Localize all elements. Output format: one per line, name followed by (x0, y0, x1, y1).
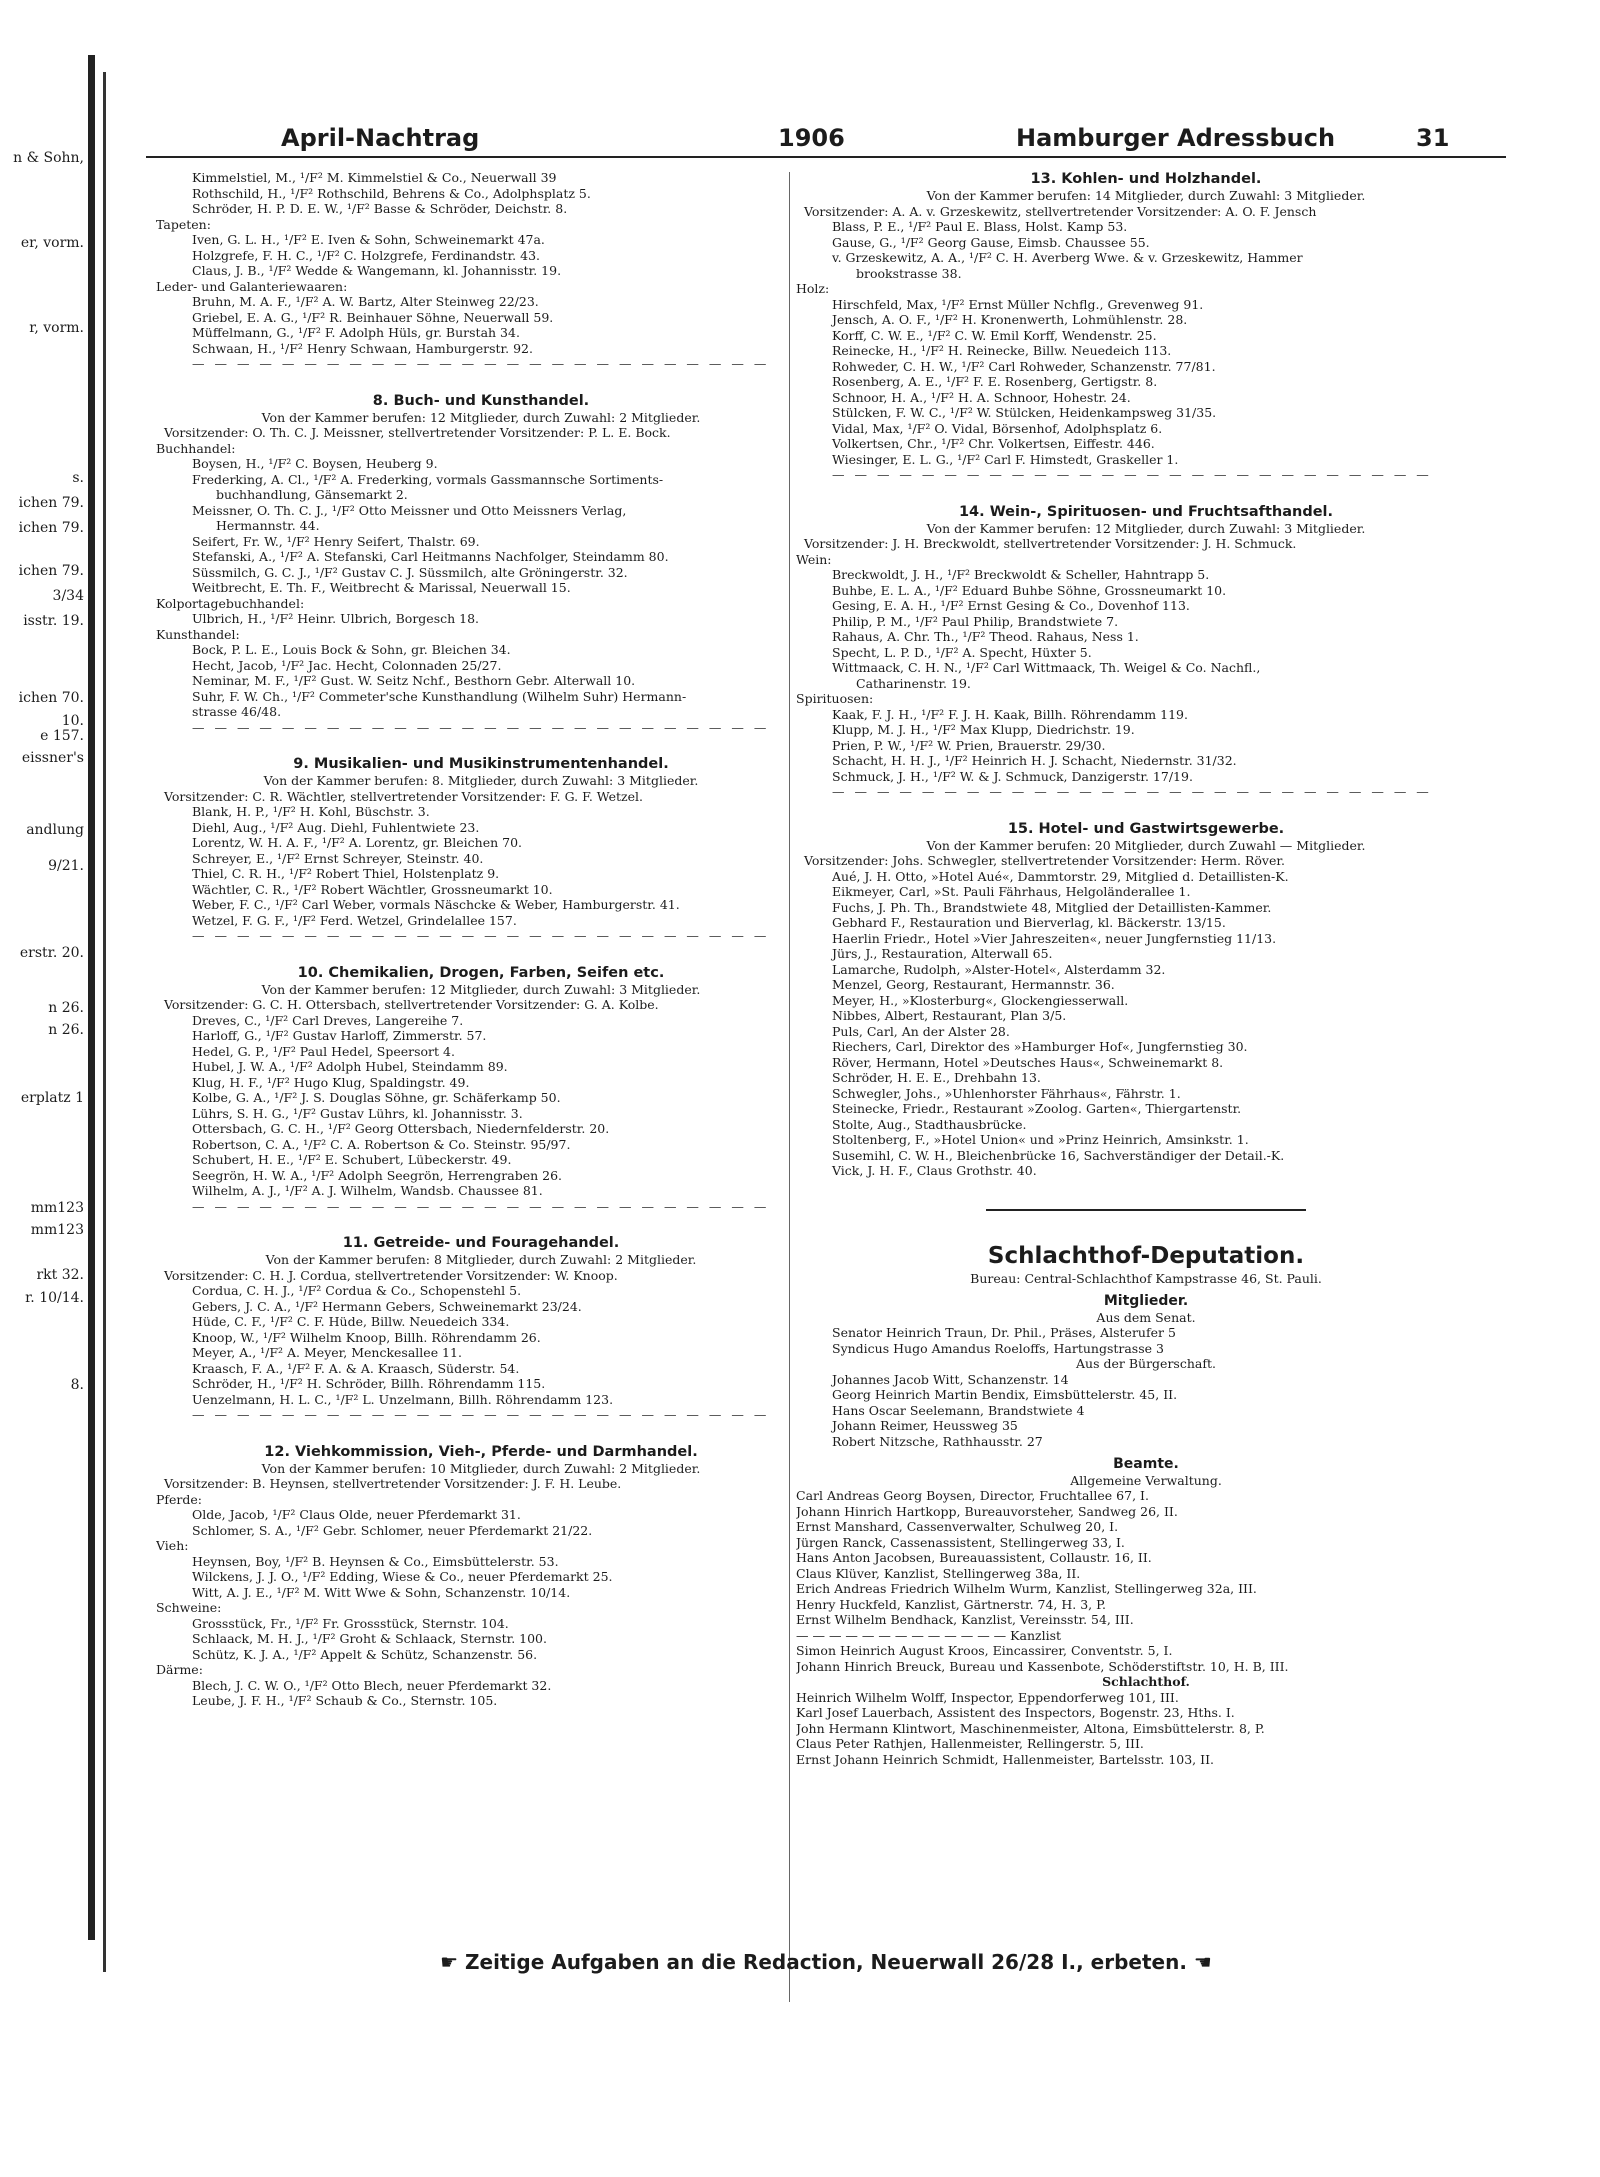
document-page (103, 72, 1563, 1972)
dash-separator: — — — — — — — — — — — — — — — — — — — — — — — — — — — (832, 467, 1432, 482)
entry-line: Rosenberg, A. E., ¹/F² F. E. Rosenberg, Gertigstr. 8. (832, 374, 1158, 389)
entry-line: Vick, J. H. F., Claus Grothstr. 40. (832, 1163, 1037, 1178)
header-section: April-Nachtrag (281, 124, 480, 152)
section-heading: 12. Viehkommission, Vieh-, Pferde- und Darmhandel. (264, 1443, 698, 1460)
entry-line: Schröder, H., ¹/F² H. Schröder, Billh. Röhrendamm 115. (192, 1376, 546, 1391)
entry-line: Dreves, C., ¹/F² Carl Dreves, Langereihe 7. (192, 1012, 464, 1028)
entry-line: Stefanski, A., ¹/F² A. Stefanski, Carl Heitmanns Nachfolger, Steindamm 80. (192, 549, 669, 564)
adjacent-page-fragment: rkt 32. (36, 1267, 84, 1283)
entry-line: Specht, L. P. D., ¹/F² A. Specht, Hüxter 5. (832, 644, 1092, 660)
adjacent-page-fragment: mm123 (30, 1200, 84, 1216)
entry-line: Diehl, Aug., ¹/F² Aug. Diehl, Fuhlentwiete 23. (192, 819, 480, 835)
slaughter-heading: Schlachthof. (1102, 1674, 1190, 1689)
roster-line: Johann Hinrich Hartkopp, Bureauvorsteher, Sandweg 26, II. (796, 1503, 1178, 1519)
entry-line: Griebel, E. A. G., ¹/F² R. Beinhauer Söhne, Neuerwall 59. (192, 309, 554, 325)
entry-line: Gesing, E. A. H., ¹/F² Ernst Gesing & Co., Dovenhof 113. (832, 598, 1190, 613)
entry-line: Rohweder, C. H. W., ¹/F² Carl Rohweder, Schanzenstr. 77/81. (832, 358, 1216, 374)
entry-line: Wilckens, J. J. O., ¹/F² Edding, Wiese & Co., neuer Pferdemarkt 25. (192, 1569, 613, 1584)
entry-line: Susemihl, C. W. H., Bleichenbrücke 16, Sachverständiger der Detail.-K. (832, 1147, 1285, 1163)
section-intro: Von der Kammer berufen: 20 Mitglieder, durch Zuwahl — Mitglieder. (926, 837, 1366, 853)
subsection-label: Kolportagebuchhandel: (156, 595, 305, 611)
entry-line: Hermannstr. 44. (216, 518, 320, 533)
entry-line: Jensch, A. O. F., ¹/F² H. Kronenwerth, Lohmühlenstr. 28. (832, 312, 1188, 327)
citizens-heading: Aus der Bürgerschaft. (1076, 1356, 1216, 1371)
entry-line: Breckwoldt, J. H., ¹/F² Breckwoldt & Scheller, Hahntrapp 5. (832, 567, 1210, 582)
entry-line: Neminar, M. F., ¹/F² Gust. W. Seitz Nchf., Besthorn Gebr. Alterwall 10. (192, 673, 636, 688)
admin-list (796, 1488, 1496, 1674)
adjacent-page-fragment: er, vorm. (20, 235, 84, 251)
entry-line: Meyer, A., ¹/F² A. Meyer, Menckesallee 11. (192, 1345, 462, 1360)
entry-line: Schacht, H. H. J., ¹/F² Heinrich H. J. Schacht, Niedernstr. 31/32. (832, 753, 1237, 768)
adjacent-page-fragment: 10. (61, 713, 84, 729)
page-footer: ☛ Zeitige Aufgaben an die Redaction, Neuerwall 26/28 I., erbeten. ☚ (440, 1950, 1212, 1974)
adjacent-page-fragment: ichen 70. (18, 690, 84, 706)
subsection-label: Pferde: (156, 1491, 203, 1507)
subsection-label: Wein: (796, 551, 832, 567)
roster-line: Ernst Johann Heinrich Schmidt, Hallenmeister, Bartelsstr. 103, II. (796, 1751, 1214, 1767)
entry-line: Korff, C. W. E., ¹/F² C. W. Emil Korff, Wendenstr. 25. (832, 327, 1157, 343)
entry-line: Wiesinger, E. L. G., ¹/F² Carl F. Himstedt, Graskeller 1. (832, 451, 1179, 467)
entry-line: Thiel, C. R. H., ¹/F² Robert Thiel, Holstenplatz 9. (192, 866, 500, 881)
deputation-bureau: Bureau: Central-Schlachthof Kampstrasse 46, St. Pauli. (970, 1270, 1322, 1286)
section-intro: Von der Kammer berufen: 12 Mitglieder, durch Zuwahl: 2 Mitglieder. (261, 409, 701, 425)
senate-heading: Aus dem Senat. (1096, 1309, 1196, 1325)
section-chair: Vorsitzender: J. H. Breckwoldt, stellvertretender Vorsitzender: J. H. Schmuck. (804, 536, 1297, 551)
entry-line: Philip, P. M., ¹/F² Paul Philip, Brandstwiete 7. (832, 613, 1119, 629)
entry-line: Menzel, Georg, Restaurant, Hermannstr. 36. (832, 977, 1115, 992)
roster-line: Hans Oscar Seelemann, Brandstwiete 4 (832, 1402, 1085, 1418)
entry-line: Kraasch, F. A., ¹/F² F. A. & A. Kraasch, Süderstr. 54. (192, 1360, 520, 1376)
entry-line: Bruhn, M. A. F., ¹/F² A. W. Bartz, Alter Steinweg 22/23. (192, 294, 539, 309)
roster-line: Hans Anton Jacobsen, Bureauassistent, Collaustr. 16, II. (796, 1550, 1152, 1565)
entry-line: Rahaus, A. Chr. Th., ¹/F² Theod. Rahaus, Ness 1. (832, 629, 1139, 644)
subsection-label: Kunsthandel: (156, 626, 240, 642)
entry-line: Fuchs, J. Ph. Th., Brandstwiete 48, Mitglied der Detaillisten-Kammer. (832, 899, 1272, 915)
entry-line: Stolte, Aug., Stadthausbrücke. (832, 1116, 1027, 1132)
roster-line: Johannes Jacob Witt, Schanzenstr. 14 (832, 1371, 1069, 1387)
section-chair: Vorsitzender: C. H. J. Cordua, stellvertretender Vorsitzender: W. Knoop. (164, 1267, 618, 1283)
entry-line: Witt, A. J. E., ¹/F² M. Witt Wwe & Sohn, Schanzenstr. 10/14. (192, 1584, 571, 1600)
entry-line: Robertson, C. A., ¹/F² C. A. Robertson & Co. Steinstr. 95/97. (192, 1136, 571, 1152)
entry-line: Uenzelmann, H. L. C., ¹/F² L. Unzelmann, Billh. Röhrendamm 123. (192, 1391, 614, 1407)
adjacent-page-strip (0, 55, 95, 1940)
entry-line: Klupp, M. J. H., ¹/F² Max Klupp, Diedrichstr. 19. (832, 722, 1135, 737)
entry-line: Weber, F. C., ¹/F² Carl Weber, vormals Näschcke & Weber, Hamburgerstr. 41. (192, 897, 680, 912)
entry-line: Kolbe, G. A., ¹/F² J. S. Douglas Söhne, gr. Schäferkamp 50. (192, 1090, 561, 1105)
entry-line: Frederking, A. Cl., ¹/F² A. Frederking, vormals Gassmannsche Sortiments- (192, 471, 664, 487)
entry-line: Lorentz, W. H. A. F., ¹/F² A. Lorentz, gr. Bleichen 70. (192, 835, 523, 850)
adjacent-page-fragment: mm123 (30, 1222, 84, 1238)
adjacent-page-fragment: 8. (70, 1377, 84, 1393)
adjacent-page-fragment: ichen 79. (18, 520, 84, 536)
entry-line: Kaak, F. J. H., ¹/F² F. J. H. Kaak, Billh. Röhrendamm 119. (832, 706, 1188, 722)
section-heading: 10. Chemikalien, Drogen, Farben, Seifen etc. (297, 964, 665, 981)
section-chair: Vorsitzender: G. C. H. Ottersbach, stellvertretender Vorsitzender: G. A. Kolbe. (164, 997, 659, 1012)
entry-line: Wetzel, F. G. F., ¹/F² Ferd. Wetzel, Grindelallee 157. (192, 912, 517, 928)
dash-separator: — — — — — — — — — — — — — — — — — — — — — — — — — — (192, 1198, 770, 1214)
section-intro: Von der Kammer berufen: 14 Mitglieder, durch Zuwahl: 3 Mitglieder. (926, 188, 1366, 203)
entry-line: Vidal, Max, ¹/F² O. Vidal, Börsenhof, Adolphsplatz 6. (832, 420, 1163, 436)
subsection-label: Buchhandel: (156, 440, 236, 456)
entry-line: Wittmaack, C. H. N., ¹/F² Carl Wittmaack, Th. Weigel & Co. Nachfl., (832, 660, 1261, 675)
section-heading: 9. Musikalien- und Musikinstrumentenhandel. (293, 756, 669, 772)
roster-line: Syndicus Hugo Amandus Roeloffs, Hartungstrasse 3 (832, 1340, 1164, 1356)
binding-shadow (88, 55, 95, 1940)
entry-line: Schlomer, S. A., ¹/F² Gebr. Schlomer, neuer Pferdemarkt 21/22. (192, 1522, 593, 1538)
roster-line: Johann Hinrich Breuck, Bureau und Kassenbote, Schöderstiftstr. 10, H. B, III. (796, 1658, 1289, 1674)
section-chair: Vorsitzender: Johs. Schwegler, stellvertretender Vorsitzender: Herm. Röver. (804, 853, 1285, 868)
entry-line: Schreyer, E., ¹/F² Ernst Schreyer, Steinstr. 40. (192, 850, 484, 866)
adjacent-page-fragment: ichen 79. (18, 495, 84, 511)
roster-line: Ernst Wilhelm Bendhack, Kanzlist, Vereinsstr. 54, III. (796, 1612, 1134, 1627)
members-heading: Mitglieder. (1103, 1293, 1189, 1309)
section-intro: Von der Kammer berufen: 12 Mitglieder, durch Zuwahl: 3 Mitglieder. (926, 520, 1366, 536)
entry-line: Suhr, F. W. Ch., ¹/F² Commeter'sche Kunsthandlung (Wilhelm Suhr) Hermann- (192, 688, 687, 704)
entry-line: Blank, H. P., ¹/F² H. Kohl, Büschstr. 3. (192, 804, 430, 819)
entry-line: Kimmelstiel, M., ¹/F² M. Kimmelstiel & Co., Neuerwall 39 (192, 170, 557, 185)
entry-line: Hirschfeld, Max, ¹/F² Ernst Müller Nchflg., Grevenweg 91. (832, 296, 1204, 312)
entry-line: Süssmilch, G. C. J., ¹/F² Gustav C. J. Süssmilch, alte Gröningerstr. 32. (192, 564, 628, 580)
entry-line: Grossstück, Fr., ¹/F² Fr. Grossstück, Sternstr. 104. (192, 1615, 509, 1631)
entry-line: Klug, H. F., ¹/F² Hugo Klug, Spaldingstr. 49. (192, 1074, 470, 1090)
adjacent-page-fragment: e 157. (40, 728, 84, 744)
roster-line: Simon Heinrich August Kroos, Eincassirer, Conventstr. 5, I. (796, 1643, 1173, 1658)
header-year: 1906 (778, 124, 845, 152)
entry-line: Bock, P. L. E., Louis Bock & Sohn, gr. Bleichen 34. (192, 642, 511, 657)
roster-line: Robert Nitzsche, Rathhausstr. 27 (832, 1433, 1043, 1449)
entry-line: Catharinenstr. 19. (856, 675, 971, 691)
entry-line: Buhbe, E. L. A., ¹/F² Eduard Buhbe Söhne, Grossneumarkt 10. (832, 582, 1227, 598)
entry-line: Olde, Jacob, ¹/F² Claus Olde, neuer Pferdemarkt 31. (192, 1507, 521, 1522)
entry-line: Boysen, H., ¹/F² C. Boysen, Heuberg 9. (192, 456, 438, 471)
dash-separator: — — — — — — — — — — — — — — — — — — — — — — — — — — (192, 1407, 770, 1422)
entry-line: Schröder, H. E. E., Drehbahn 13. (832, 1070, 1041, 1085)
roster-line: Claus Klüver, Kanzlist, Stellingerweg 38a, II. (796, 1565, 1081, 1581)
entry-line: Wächtler, C. R., ¹/F² Robert Wächtler, Grossneumarkt 10. (192, 881, 553, 897)
adjacent-page-fragment: erplatz 1 (20, 1090, 84, 1106)
roster-line: Henry Huckfeld, Kanzlist, Gärtnerstr. 74, H. 3, P. (796, 1596, 1106, 1612)
entry-line: Heynsen, Boy, ¹/F² B. Heynsen & Co., Eimsbüttelerstr. 53. (192, 1553, 559, 1569)
subsection-label: Leder- und Galanteriewaaren: (156, 278, 348, 294)
entry-line: Puls, Carl, An der Alster 28. (832, 1023, 1010, 1039)
adjacent-page-fragment: isstr. 19. (23, 613, 84, 629)
subsection-label: Vieh: (156, 1538, 189, 1553)
entry-line: Hedel, G. P., ¹/F² Paul Hedel, Speersort 4. (192, 1043, 455, 1059)
entry-line: Blech, J. C. W. O., ¹/F² Otto Blech, neuer Pferdemarkt 32. (192, 1677, 552, 1693)
entry-line: Rothschild, H., ¹/F² Rothschild, Behrens & Co., Adolphsplatz 5. (192, 185, 591, 201)
adjacent-page-fragment: n & Sohn, (13, 150, 84, 166)
entry-line: Jürs, J., Restauration, Alterwall 65. (832, 946, 1053, 961)
right-column (796, 170, 1496, 1767)
entry-line: Schnoor, H. A., ¹/F² H. A. Schnoor, Hohestr. 24. (832, 389, 1131, 405)
entry-line: Reinecke, H., ¹/F² H. Reinecke, Billw. Neuedeich 113. (832, 343, 1172, 358)
entry-line: strasse 46/48. (192, 704, 282, 719)
entry-line: Aué, J. H. Otto, »Hotel Aué«, Dammtorstr. 29, Mitglied d. Detaillisten-K. (832, 868, 1289, 884)
left-column (156, 170, 806, 1709)
section-chair: Vorsitzender: C. R. Wächtler, stellvertretender Vorsitzender: F. G. F. Wetzel. (164, 788, 643, 804)
dash-separator: — — — — — — — — — — — — — — — — — — — — — — — — — — — (832, 784, 1432, 799)
subsection-label: Därme: (156, 1662, 203, 1677)
roster-line: Jürgen Ranck, Cassenassistent, Stellingerweg 33, I. (796, 1534, 1125, 1550)
subsection-label: Schweine: (156, 1600, 222, 1615)
entry-line: Lührs, S. H. G., ¹/F² Gustav Lührs, kl. Johannisstr. 3. (192, 1105, 523, 1121)
page-number: 31 (1416, 124, 1450, 152)
entry-line: Harloff, G., ¹/F² Gustav Harloff, Zimmerstr. 57. (192, 1028, 487, 1043)
entry-line: Müffelmann, G., ¹/F² F. Adolph Hüls, gr. Burstah 34. (192, 325, 520, 340)
entry-line: Ulbrich, H., ¹/F² Heinr. Ulbrich, Borgesch 18. (192, 611, 480, 626)
entry-line: Haerlin Friedr., Hotel »Vier Jahreszeiten«, neuer Jungfernstieg 11/13. (832, 930, 1277, 946)
entry-line: Eikmeyer, Carl, »St. Pauli Fährhaus, Helgoländerallee 1. (832, 884, 1191, 899)
deputation-title: Schlachthof-Deputation. (987, 1242, 1305, 1269)
entry-line: Schütz, K. J. A., ¹/F² Appelt & Schütz, Schanzenstr. 56. (192, 1646, 538, 1662)
roster-line: Heinrich Wilhelm Wolff, Inspector, Eppendorferweg 101, III. (796, 1689, 1179, 1705)
entry-line: brookstrasse 38. (856, 265, 962, 281)
section-heading: 11. Getreide- und Fouragehandel. (342, 1235, 620, 1251)
roster-line: Georg Heinrich Martin Bendix, Eimsbüttelerstr. 45, II. (832, 1387, 1178, 1402)
roster-line: Senator Heinrich Traun, Dr. Phil., Präses, Alsterufer 5 (832, 1325, 1176, 1340)
roster-line: Johann Reimer, Heussweg 35 (832, 1418, 1018, 1433)
page-header (146, 120, 1506, 158)
section-intro: Von der Kammer berufen: 8. Mitglieder, durch Zuwahl: 3 Mitglieder. (263, 773, 699, 788)
roster-line: — — — — — — — — — — — — — Kanzlist (796, 1627, 1062, 1643)
entry-line: Schröder, H. P. D. E. W., ¹/F² Basse & Schröder, Deichstr. 8. (192, 201, 568, 216)
entry-line: Holzgrefe, F. H. C., ¹/F² C. Holzgrefe, Ferdinandstr. 43. (192, 247, 540, 263)
entry-line: Gause, G., ¹/F² Georg Gause, Eimsb. Chaussee 55. (832, 234, 1150, 250)
entry-line: Stoltenberg, F., »Hotel Union« und »Prinz Heinrich, Amsinkstr. 1. (832, 1132, 1249, 1147)
roster-line: Karl Josef Lauerbach, Assistent des Inspectors, Bogenstr. 23, Hths. I. (796, 1705, 1235, 1720)
entry-line: Riechers, Carl, Direktor des »Hamburger Hof«, Jungfernstieg 30. (832, 1039, 1248, 1054)
admin-heading: Allgemeine Verwaltung. (1070, 1472, 1222, 1488)
section-intro: Von der Kammer berufen: 8 Mitglieder, durch Zuwahl: 2 Mitglieder. (265, 1252, 697, 1267)
roster-line: Erich Andreas Friedrich Wilhelm Wurm, Kanzlist, Stellingerweg 32a, III. (796, 1581, 1257, 1596)
entry-line: Schmuck, J. H., ¹/F² W. & J. Schmuck, Danzigerstr. 17/19. (832, 768, 1193, 784)
entry-line: Blass, P. E., ¹/F² Paul E. Blass, Holst. Kamp 53. (832, 219, 1128, 234)
entry-line: v. Grzeskewitz, A. A., ¹/F² C. H. Averberg Wwe. & v. Grzeskewitz, Hammer (832, 250, 1303, 265)
header-title: Hamburger Adressbuch (1016, 124, 1336, 152)
adjacent-page-fragment: eissner's (21, 750, 84, 766)
adjacent-page-fragment: erstr. 20. (19, 945, 84, 961)
section-heading: 8. Buch- und Kunsthandel. (372, 392, 590, 409)
entry-line: Ottersbach, G. C. H., ¹/F² Georg Ottersbach, Niedernfelderstr. 20. (192, 1121, 610, 1136)
entry-line: Schwaan, H., ¹/F² Henry Schwaan, Hamburgerstr. 92. (192, 340, 533, 356)
section-heading: 14. Wein-, Spirituosen- und Fruchtsafthandel. (958, 503, 1334, 520)
subsection-label: Holz: (796, 281, 830, 296)
entry-line: Schlaack, M. H. J., ¹/F² Groht & Schlaack, Sternstr. 100. (192, 1631, 547, 1646)
adjacent-page-fragment: n 26. (48, 1000, 84, 1016)
entry-line: Meissner, O. Th. C. J., ¹/F² Otto Meissner und Otto Meissners Verlag, (192, 502, 627, 518)
adjacent-page-fragment: n 26. (48, 1022, 84, 1038)
entry-line: Claus, J. B., ¹/F² Wedde & Wangemann, kl. Johannisstr. 19. (192, 263, 562, 278)
adjacent-page-fragment: r. 10/14. (25, 1290, 84, 1306)
entry-line: Schwegler, Johs., »Uhlenhorster Fährhaus«, Fährstr. 1. (832, 1085, 1181, 1101)
subsection-label: Tapeten: (156, 216, 211, 232)
entry-line: Gebers, J. C. A., ¹/F² Hermann Gebers, Schweinemarkt 23/24. (192, 1298, 582, 1314)
entry-line: buchhandlung, Gänsemarkt 2. (216, 487, 408, 502)
entry-line: Gebhard F., Restauration und Bierverlag, kl. Bäckerstr. 13/15. (832, 915, 1226, 930)
roster-line: Claus Peter Rathjen, Hallenmeister, Rellingerstr. 5, III. (796, 1736, 1144, 1751)
slaughter-list (796, 1690, 1496, 1768)
entry-line: Nibbes, Albert, Restaurant, Plan 3/5. (832, 1008, 1067, 1023)
section-intro: Von der Kammer berufen: 12 Mitglieder, durch Zuwahl: 3 Mitglieder. (261, 981, 701, 997)
officials-heading: Beamte. (1113, 1456, 1179, 1472)
entry-line: Steinecke, Friedr., Restaurant »Zoolog. Garten«, Thiergartenstr. (832, 1101, 1242, 1116)
section-heading: 13. Kohlen- und Holzhandel. (1030, 171, 1262, 187)
roster-line: Carl Andreas Georg Boysen, Director, Fruchtallee 67, I. (796, 1488, 1149, 1503)
roster-line: John Hermann Klintwort, Maschinenmeister, Altona, Eimsbüttelerstr. 8, P. (796, 1720, 1265, 1736)
entry-line: Cordua, C. H. J., ¹/F² Cordua & Co., Schopenstehl 5. (192, 1283, 522, 1298)
entry-line: Volkertsen, Chr., ¹/F² Chr. Volkertsen, Eiffestr. 446. (832, 436, 1155, 451)
entry-line: Röver, Hermann, Hotel »Deutsches Haus«, Schweinemarkt 8. (832, 1054, 1224, 1070)
dash-separator: — — — — — — — — — — — — — — — — — — — — — — — — — — (192, 928, 770, 943)
entry-line: Meyer, H., »Klosterburg«, Glockengiesserwall. (832, 992, 1129, 1008)
section-chair: Vorsitzender: B. Heynsen, stellvertretender Vorsitzender: J. F. H. Leube. (164, 1476, 622, 1491)
section-heading: 15. Hotel- und Gastwirtsgewerbe. (1007, 820, 1285, 837)
adjacent-page-fragment: r, vorm. (29, 320, 84, 336)
entry-line: Seifert, Fr. W., ¹/F² Henry Seifert, Thalstr. 69. (192, 533, 480, 549)
adjacent-page-fragment: s. (72, 470, 84, 486)
citizens-list (796, 1372, 1496, 1450)
section-intro: Von der Kammer berufen: 10 Mitglieder, durch Zuwahl: 2 Mitglieder. (261, 1460, 701, 1476)
senate-list (796, 1325, 1496, 1356)
adjacent-page-fragment: ichen 79. (18, 563, 84, 579)
entry-line: Prien, P. W., ¹/F² W. Prien, Brauerstr. 29/30. (832, 737, 1106, 753)
section-rule (986, 1209, 1306, 1211)
adjacent-page-fragment: 3/34 (52, 588, 84, 604)
entry-line: Hubel, J. W. A., ¹/F² Adolph Hubel, Steindamm 89. (192, 1059, 508, 1074)
entry-line: Stülcken, F. W. C., ¹/F² W. Stülcken, Heidenkampsweg 31/35. (832, 405, 1217, 420)
roster-line: Ernst Manshard, Cassenverwalter, Schulweg 20, I. (796, 1519, 1119, 1534)
adjacent-page-fragment: andlung (26, 822, 84, 838)
dash-separator: — — — — — — — — — — — — — — — — — — — — — — — — — — (192, 356, 770, 371)
section-chair: Vorsitzender: O. Th. C. J. Meissner, stellvertretender Vorsitzender: P. L. E. Bock. (164, 425, 671, 440)
entry-line: Iven, G. L. H., ¹/F² E. Iven & Sohn, Schweinemarkt 47a. (192, 232, 545, 247)
entry-line: Hüde, C. F., ¹/F² C. F. Hüde, Billw. Neuedeich 334. (192, 1314, 510, 1329)
subsection-label: Spirituosen: (796, 691, 874, 706)
entry-line: Knoop, W., ¹/F² Wilhelm Knoop, Billh. Röhrendamm 26. (192, 1329, 541, 1345)
dash-separator: — — — — — — — — — — — — — — — — — — — — — — — — — — (192, 719, 770, 735)
section-chair: Vorsitzender: A. A. v. Grzeskewitz, stellvertretender Vorsitzender: A. O. F. Jensch (804, 203, 1317, 219)
entry-line: Hecht, Jacob, ¹/F² Jac. Hecht, Colonnaden 25/27. (192, 657, 502, 673)
entry-line: Wilhelm, A. J., ¹/F² A. J. Wilhelm, Wandsb. Chaussee 81. (192, 1183, 543, 1198)
entry-line: Lamarche, Rudolph, »Alster-Hotel«, Alsterdamm 32. (832, 961, 1166, 977)
adjacent-page-fragment: 9/21. (48, 858, 84, 874)
entry-line: Leube, J. F. H., ¹/F² Schaub & Co., Sternstr. 105. (192, 1693, 498, 1708)
entry-line: Weitbrecht, E. Th. F., Weitbrecht & Marissal, Neuerwall 15. (192, 580, 571, 595)
entry-line: Schubert, H. E., ¹/F² E. Schubert, Lübeckerstr. 49. (192, 1152, 512, 1167)
entry-line: Seegrön, H. W. A., ¹/F² Adolph Seegrön, Herrengraben 26. (192, 1167, 563, 1183)
